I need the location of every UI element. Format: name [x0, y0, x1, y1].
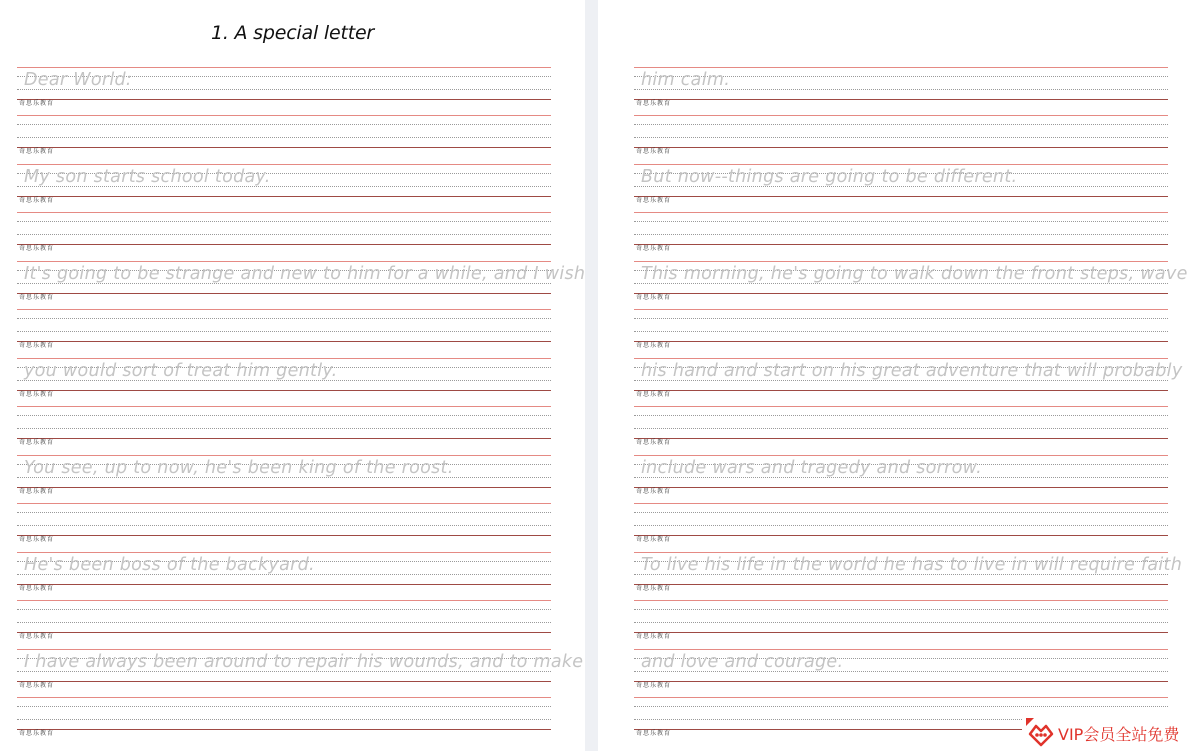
- watermark-label: 奇思乐教育: [19, 537, 55, 543]
- writing-row: [17, 261, 586, 301]
- ruled-line: [634, 622, 1168, 623]
- ruled-line: [17, 525, 551, 526]
- blank-writing-row: [634, 406, 1168, 446]
- ruled-line: [17, 719, 551, 720]
- ruled-line: [17, 552, 551, 553]
- ruled-line: [634, 212, 1168, 213]
- ruled-line: [17, 147, 551, 148]
- ruled-line: [17, 649, 551, 650]
- ruled-line: [17, 415, 551, 416]
- ruled-line: [634, 244, 1168, 245]
- watermark-label: 奇思乐教育: [19, 440, 55, 446]
- ruled-line: [634, 318, 1168, 319]
- ruled-line: [17, 729, 551, 730]
- vip-badge-text: VIP会员全站免费: [1058, 724, 1180, 744]
- ruled-line: [634, 428, 1168, 429]
- ruled-line: [634, 706, 1168, 707]
- ruled-line: [17, 609, 551, 610]
- ruled-line: [17, 293, 551, 294]
- ruled-line: [634, 221, 1168, 222]
- right-page: [598, 0, 1196, 751]
- watermark-label: 奇思乐教育: [636, 489, 672, 495]
- ruled-line: [17, 512, 551, 513]
- watermark-label: 奇思乐教育: [19, 101, 55, 107]
- ruled-line: [634, 600, 1168, 601]
- crown-badge-icon: [1026, 718, 1056, 748]
- writing-row: [634, 358, 1183, 398]
- watermark-label: 奇思乐教育: [636, 101, 672, 107]
- ruled-line: [17, 331, 551, 332]
- ruled-line: [634, 234, 1168, 235]
- ruled-line: [17, 234, 551, 235]
- ruled-line: [634, 649, 1168, 650]
- ruled-line: [634, 584, 1168, 585]
- ruled-line: [634, 358, 1168, 359]
- trace-sentence: Dear World:: [24, 70, 133, 90]
- ruled-line: [17, 341, 551, 342]
- ruled-line: [634, 535, 1168, 536]
- writing-row: [17, 358, 551, 398]
- blank-writing-row: [634, 309, 1168, 349]
- watermark-label: 奇思乐教育: [636, 731, 672, 737]
- ruled-line: [634, 331, 1168, 332]
- watermark-label: 奇思乐教育: [636, 295, 672, 301]
- ruled-line: [634, 525, 1168, 526]
- ruled-line: [17, 164, 551, 165]
- blank-writing-row: [17, 115, 551, 155]
- ruled-line: [17, 455, 551, 456]
- left-page: [0, 0, 585, 751]
- watermark-label: 奇思乐教育: [636, 634, 672, 640]
- blank-writing-row: [634, 212, 1168, 252]
- trace-sentence: and love and courage.: [641, 652, 844, 672]
- ruled-line: [634, 196, 1168, 197]
- ruled-line: [17, 632, 551, 633]
- blank-writing-row: [634, 503, 1168, 543]
- ruled-line: [17, 428, 551, 429]
- ruled-line: [17, 309, 551, 310]
- ruled-line: [634, 697, 1168, 698]
- ruled-line: [634, 261, 1168, 262]
- watermark-label: 奇思乐教育: [636, 246, 672, 252]
- ruled-line: [634, 455, 1168, 456]
- ruled-line: [17, 487, 551, 488]
- ruled-line: [17, 390, 551, 391]
- watermark-label: 奇思乐教育: [19, 586, 55, 592]
- ruled-line: [17, 67, 551, 68]
- watermark-label: 奇思乐教育: [19, 246, 55, 252]
- ruled-line: [17, 212, 551, 213]
- blank-writing-row: [17, 503, 551, 543]
- ruled-line: [17, 99, 551, 100]
- watermark-label: 奇思乐教育: [19, 149, 55, 155]
- ruled-line: [17, 622, 551, 623]
- ruled-line: [17, 584, 551, 585]
- ruled-line: [634, 293, 1168, 294]
- watermark-label: 奇思乐教育: [19, 731, 55, 737]
- trace-sentence: You see, up to now, he's been king of the roost.: [24, 458, 454, 478]
- vip-badge[interactable]: [1022, 715, 1196, 751]
- ruled-line: [634, 390, 1168, 391]
- ruled-line: [17, 358, 551, 359]
- writing-row: [634, 261, 1188, 301]
- blank-writing-row: [17, 697, 551, 737]
- watermark-label: 奇思乐教育: [636, 683, 672, 689]
- trace-sentence: To live his life in the world he has to live in will require faith: [641, 555, 1183, 575]
- ruled-line: [634, 487, 1168, 488]
- writing-row: [17, 455, 551, 495]
- ruled-line: [17, 221, 551, 222]
- ruled-line: [17, 600, 551, 601]
- blank-writing-row: [17, 406, 551, 446]
- blank-writing-row: [17, 600, 551, 640]
- trace-sentence: I have always been around to repair his wounds, and to make: [24, 652, 584, 672]
- watermark-label: 奇思乐教育: [636, 343, 672, 349]
- ruled-line: [634, 137, 1168, 138]
- watermark-label: 奇思乐教育: [19, 392, 55, 398]
- watermark-label: 奇思乐教育: [19, 683, 55, 689]
- ruled-line: [634, 632, 1168, 633]
- ruled-line: [17, 438, 551, 439]
- writing-row: [17, 552, 551, 592]
- watermark-label: 奇思乐教育: [19, 198, 55, 204]
- ruled-line: [634, 406, 1168, 407]
- trace-sentence: him calm.: [641, 70, 731, 90]
- trace-sentence: But now--things are going to be different.: [641, 167, 1018, 187]
- blank-writing-row: [17, 309, 551, 349]
- page-title: 1. A special letter: [210, 22, 375, 44]
- blank-writing-row: [17, 212, 551, 252]
- ruled-line: [17, 681, 551, 682]
- ruled-line: [634, 503, 1168, 504]
- blank-writing-row: [634, 600, 1168, 640]
- watermark-label: 奇思乐教育: [636, 198, 672, 204]
- watermark-label: 奇思乐教育: [19, 634, 55, 640]
- ruled-line: [17, 244, 551, 245]
- writing-row: [634, 552, 1183, 592]
- ruled-line: [634, 115, 1168, 116]
- ruled-line: [17, 406, 551, 407]
- watermark-label: 奇思乐教育: [636, 392, 672, 398]
- trace-sentence: This morning, he's going to walk down the front steps, wave: [641, 264, 1188, 284]
- ruled-line: [17, 261, 551, 262]
- ruled-line: [634, 309, 1168, 310]
- trace-sentence: you would sort of treat him gently.: [24, 361, 338, 381]
- watermark-label: 奇思乐教育: [19, 489, 55, 495]
- trace-sentence: My son starts school today.: [24, 167, 271, 187]
- ruled-line: [17, 318, 551, 319]
- ruled-line: [634, 415, 1168, 416]
- watermark-label: 奇思乐教育: [636, 149, 672, 155]
- ruled-line: [634, 341, 1168, 342]
- ruled-line: [17, 503, 551, 504]
- trace-sentence: It's going to be strange and new to him for a while, and I wish: [24, 264, 586, 284]
- writing-row: [634, 649, 1168, 689]
- ruled-line: [17, 535, 551, 536]
- ruled-line: [634, 609, 1168, 610]
- trace-sentence: He's been boss of the backyard.: [24, 555, 315, 575]
- ruled-line: [634, 124, 1168, 125]
- writing-row: [17, 67, 551, 107]
- watermark-label: 奇思乐教育: [19, 343, 55, 349]
- ruled-line: [634, 438, 1168, 439]
- ruled-line: [17, 697, 551, 698]
- ruled-line: [634, 512, 1168, 513]
- ruled-line: [634, 147, 1168, 148]
- ruled-line: [634, 164, 1168, 165]
- ruled-line: [17, 124, 551, 125]
- ruled-line: [634, 552, 1168, 553]
- watermark-label: 奇思乐教育: [636, 440, 672, 446]
- watermark-label: 奇思乐教育: [636, 537, 672, 543]
- blank-writing-row: [634, 115, 1168, 155]
- writing-row: [634, 67, 1168, 107]
- ruled-line: [17, 137, 551, 138]
- writing-row: [17, 649, 584, 689]
- ruled-line: [634, 67, 1168, 68]
- ruled-line: [17, 196, 551, 197]
- ruled-line: [634, 681, 1168, 682]
- watermark-label: 奇思乐教育: [636, 586, 672, 592]
- writing-row: [634, 164, 1168, 204]
- ruled-line: [17, 115, 551, 116]
- ruled-line: [634, 99, 1168, 100]
- ruled-line: [17, 706, 551, 707]
- trace-sentence: his hand and start on his great adventure that will probably: [641, 361, 1183, 381]
- trace-sentence: include wars and tragedy and sorrow.: [641, 458, 983, 478]
- writing-row: [634, 455, 1168, 495]
- writing-row: [17, 164, 551, 204]
- watermark-label: 奇思乐教育: [19, 295, 55, 301]
